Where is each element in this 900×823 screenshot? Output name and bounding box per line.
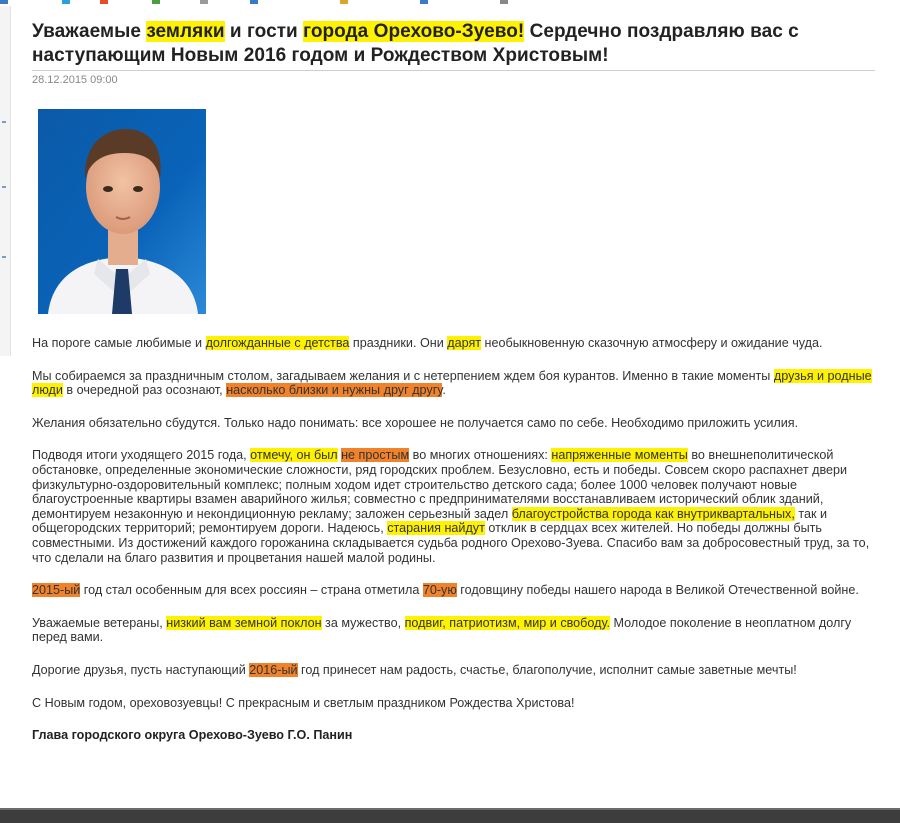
paragraph-text: за мужество,: [321, 615, 405, 630]
paragraph-text: На пороге самые любимые и: [32, 336, 206, 350]
article-paragraph: [32, 336, 878, 351]
paragraph-text: необыкновенную сказочную атмосферу и ожидание чуда.: [481, 336, 823, 350]
title-divider: [32, 70, 875, 71]
article-paragraph: [32, 616, 878, 645]
paragraph-highlight: дарят: [447, 336, 482, 350]
paragraph-highlight: не простым: [341, 448, 410, 463]
paragraph-text: в очередной раз осознают,: [62, 383, 227, 398]
article-title: [32, 20, 878, 68]
paragraph-text: С Новым годом, ореховозуевцы! С прекрасным и светлым праздником Рождества Христова!: [32, 695, 575, 710]
paragraph-text: Мы собираемся за праздничным столом, загадываем желания и с нетерпением ждем боя курантов. Именно в такие моменты: [32, 368, 774, 383]
paragraph-text: праздники. Они: [349, 336, 448, 350]
paragraph-text: во внешнеполитической обстановке, определенные экономические сложности, ряд городских проблем. Безусловно, есть и победы. Совсем скоро распахнет двери физкультурно-оздоровительный комплекс; полным ходом идет строительство детского сада; более 1000 человек получают новые благоустроенные квартиры взамен аварийного жилья; совместно с предпринимателями восстанавливаем исторический облик зданий, демонтируем незаконную и некондиционную рекламу; заложен серьезный задел: [32, 448, 848, 521]
news-article: [32, 20, 878, 743]
article-body: [32, 336, 878, 761]
title-text: Уважаемые: [32, 21, 147, 42]
paragraph-highlight: старания найдут: [387, 521, 485, 536]
publish-date: 28.12.2015 09:00: [32, 74, 118, 86]
paragraph-highlight: 2016-ый: [249, 662, 298, 677]
paragraph-text: год стал особенным для всех россиян – страна отметила: [80, 583, 423, 598]
paragraph-highlight: насколько близки и нужны друг другу: [226, 383, 443, 398]
article-paragraph: [32, 583, 878, 598]
paragraph-text: Подводя итоги уходящего 2015 года,: [32, 448, 251, 463]
paragraph-highlight: напряженные моменты: [551, 448, 688, 463]
paragraph-highlight: подвиг, патриотизм, мир и свободу.: [404, 615, 610, 630]
paragraph-highlight: 2015-ый: [32, 583, 81, 598]
paragraph-text: Молодое поколение в неоплатном долгу перед вами.: [32, 615, 852, 645]
paragraph-text: год принесет нам радость, счастье, благополучие, исполнит самые заветные мечты!: [297, 662, 797, 677]
paragraph-text: Уважаемые ветераны,: [32, 615, 167, 630]
paragraph-text: так и общегородских территорий; ремонтируем дороги. Надеюсь,: [32, 506, 828, 536]
title-highlight: города Орехово-Зуево!: [303, 21, 525, 42]
left-sidebar-edge: [0, 6, 11, 356]
paragraph-text: во многих отношениях:: [409, 448, 552, 463]
article-paragraph: [32, 696, 878, 711]
article-paragraph: [32, 663, 878, 678]
paragraph-highlight: отмечу, он был: [250, 448, 338, 463]
author-photo: [38, 109, 206, 314]
title-text: и гости: [224, 21, 304, 42]
paragraph-text: Дорогие друзья, пусть наступающий: [32, 662, 250, 677]
paragraph-highlight: низкий вам земной поклон: [166, 615, 322, 630]
paragraph-highlight: благоустройства города как внутриквартальных,: [511, 506, 795, 521]
paragraph-text: отклик в сердцах всех жителей. Но победы должны быть совместными. Из достижений каждого горожанина складывается судьба родного Орехово-Зуева. Спасибо вам за добросовестный труд, за то, что сделали на благо развития и процветания нашей малой родины.: [32, 521, 870, 565]
title-text: Сердечно поздравляю вас с наступающим Новым 2016 годом и Рождеством Христовым!: [32, 21, 799, 66]
article-paragraph: [32, 369, 878, 398]
signature: Глава городского округа Орехово-Зуево Г.О. Панин: [32, 728, 353, 743]
article-paragraph: [32, 448, 878, 565]
paragraph-highlight: 70-ую: [422, 583, 457, 598]
paragraph-highlight: долгожданные с детства: [205, 336, 350, 350]
paragraph-text: Желания обязательно сбудутся. Только надо понимать: все хорошее не получается само по себе. Необходимо приложить усилия.: [32, 415, 799, 430]
browser-bookmarks-strip: [0, 0, 900, 6]
title-highlight: земляки: [146, 21, 225, 42]
paragraph-highlight: друзья и родные люди: [32, 368, 872, 398]
article-paragraph: [32, 416, 878, 431]
paragraph-text: .: [442, 383, 446, 398]
paragraph-text: годовщину победы нашего народа в Великой Отечественной войне.: [456, 583, 859, 598]
